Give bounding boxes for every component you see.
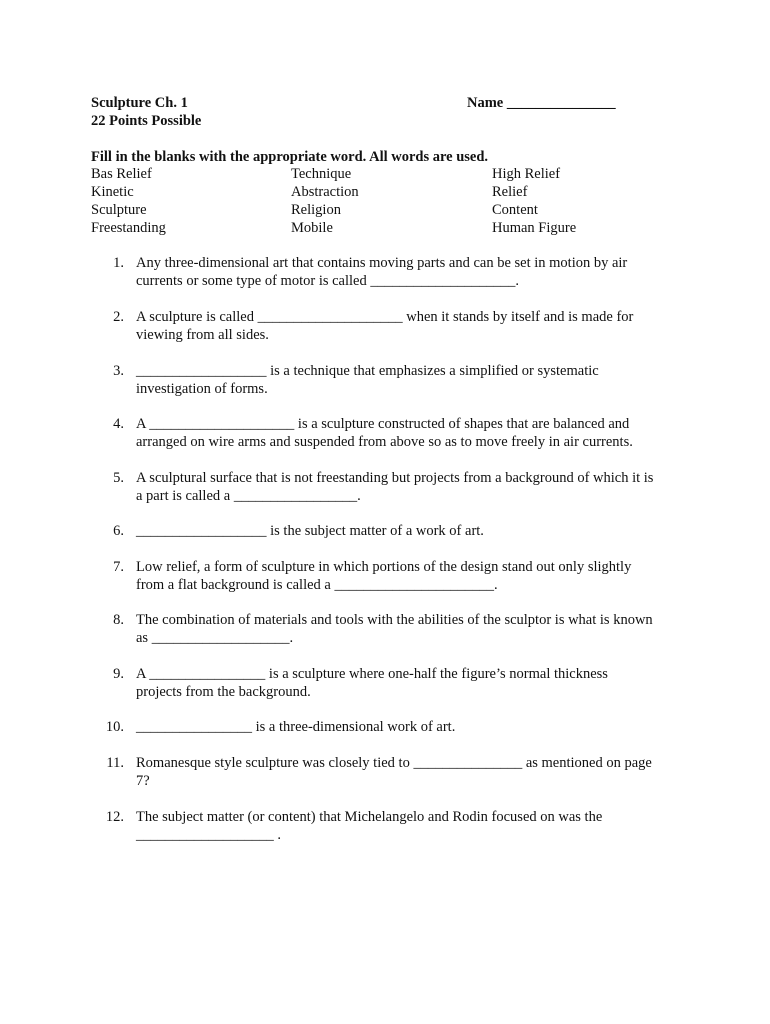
word-bank-word: Freestanding: [91, 220, 166, 236]
question-text: [136, 754, 686, 790]
word-bank-word: Bas Relief: [91, 166, 152, 182]
question-line: ________________ is a three-dimensional work of art.: [136, 719, 456, 735]
question-line: 7?: [136, 773, 150, 789]
word-bank-word: High Relief: [492, 166, 561, 182]
word-bank-word: Technique: [291, 166, 352, 182]
question-number: 11.: [106, 755, 124, 771]
question-line: as ___________________.: [136, 630, 294, 646]
question-line: __________________ is the subject matter of a work of art.: [136, 523, 484, 539]
question-line: __________________ is a technique that emphasizes a simplified or systematic: [136, 363, 599, 379]
question-text: [136, 362, 686, 398]
question-text: [136, 808, 686, 844]
question-line: Low relief, a form of sculpture in which portions of the design stand out only slightly: [136, 559, 632, 575]
question-line: projects from the background.: [136, 684, 311, 700]
question-text: [136, 718, 686, 736]
word-bank-word: Mobile: [291, 220, 333, 236]
question-number: 2.: [113, 309, 124, 325]
word-bank-column-2: [291, 165, 359, 237]
question-text: [136, 469, 686, 505]
question-number: 6.: [113, 523, 124, 539]
question-line: Any three-dimensional art that contains moving parts and can be set in motion by air: [136, 255, 628, 271]
worksheet-title: Sculpture Ch. 1: [91, 95, 188, 111]
question-text: [136, 522, 686, 540]
question-line: ___________________ .: [136, 827, 281, 843]
question-line: investigation of forms.: [136, 381, 268, 397]
name-field: Name _______________: [467, 95, 616, 111]
word-bank-column-3: [492, 165, 576, 237]
question-line: The subject matter (or content) that Michelangelo and Rodin focused on was the: [136, 809, 603, 825]
question-line: a part is called a _________________.: [136, 488, 361, 504]
question-text: [136, 308, 686, 344]
question-text: [136, 558, 686, 594]
question-line: currents or some type of motor is called ____________________.: [136, 273, 519, 289]
question-line: A ________________ is a sculpture where one-half the figure’s normal thickness: [136, 666, 608, 682]
question-text: [136, 665, 686, 701]
question-text: [136, 611, 686, 647]
question-line: The combination of materials and tools with the abilities of the sculptor is what is known: [136, 612, 653, 628]
word-bank-word: Abstraction: [291, 184, 359, 200]
question-number: 9.: [113, 666, 124, 682]
instructions: Fill in the blanks with the appropriate word. All words are used.: [91, 149, 489, 165]
question-line: viewing from all sides.: [136, 327, 269, 343]
question-number: 1.: [113, 255, 124, 271]
question-line: A sculpture is called ____________________ when it stands by itself and is made for: [136, 309, 634, 325]
word-bank-word: Sculpture: [91, 202, 147, 218]
word-bank-word: Religion: [291, 202, 341, 218]
question-number: 7.: [113, 559, 124, 575]
word-bank-word: Kinetic: [91, 184, 134, 200]
word-bank-word: Content: [492, 202, 538, 218]
question-number: 5.: [113, 470, 124, 486]
word-bank-word: Human Figure: [492, 220, 577, 236]
word-bank-column-1: [91, 165, 166, 237]
question-text: [136, 415, 686, 451]
question-number: 8.: [113, 612, 124, 628]
question-number: 4.: [113, 416, 124, 432]
question-line: A sculptural surface that is not freestanding but projects from a background of which it is: [136, 470, 654, 486]
word-bank-word: Relief: [492, 184, 528, 200]
question-text: [136, 254, 686, 290]
question-line: from a flat background is called a ______________________.: [136, 577, 498, 593]
question-number: 12.: [105, 809, 124, 825]
points-possible: 22 Points Possible: [91, 113, 202, 129]
question-line: Romanesque style sculpture was closely tied to _______________ as mentioned on page: [136, 755, 652, 771]
question-line: arranged on wire arms and suspended from above so as to move freely in air currents.: [136, 434, 633, 450]
question-line: A ____________________ is a sculpture constructed of shapes that are balanced and: [136, 416, 630, 432]
question-number: 3.: [113, 363, 124, 379]
question-number: 10.: [105, 719, 124, 735]
